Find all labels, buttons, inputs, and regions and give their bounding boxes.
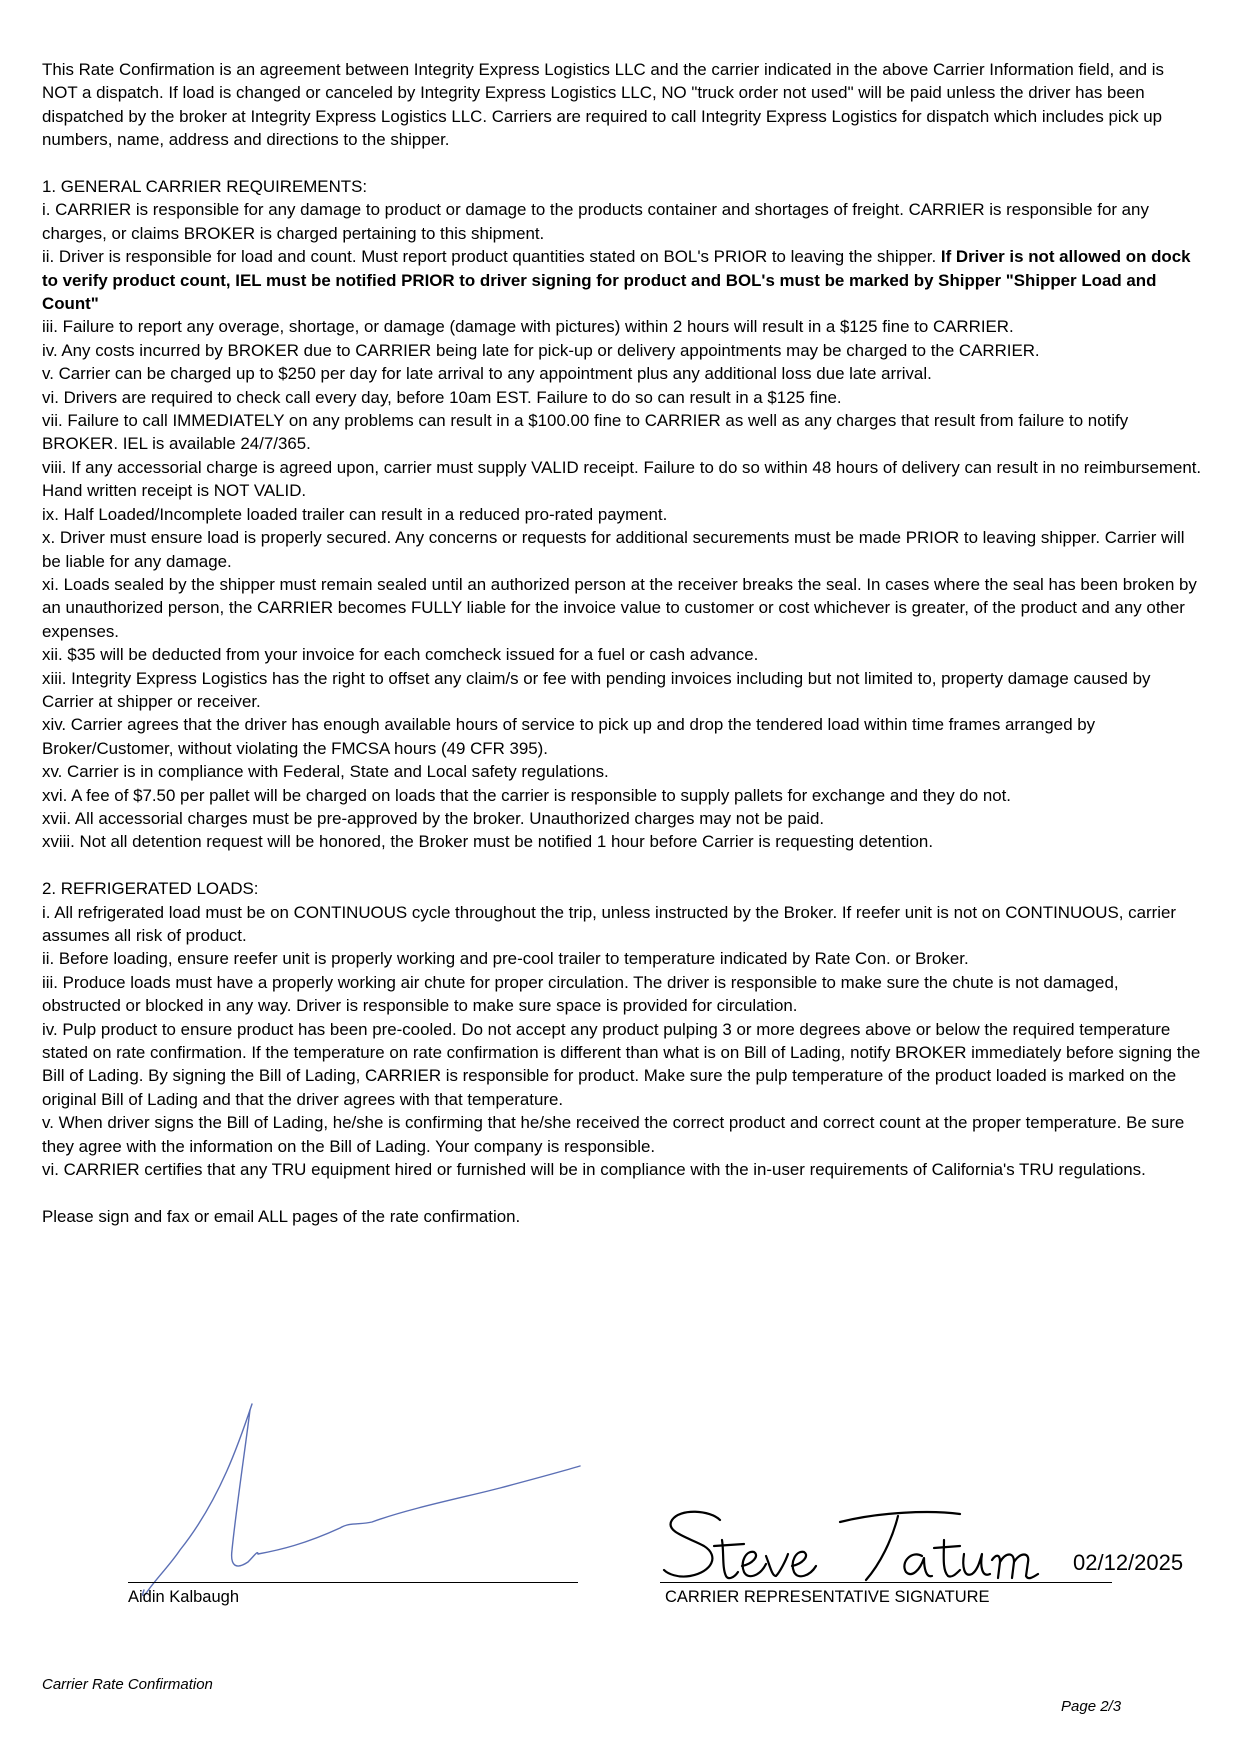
clause-1-ii-bold: If Driver is not allowed on dock to verify product count, IEL must be notified PRIOR to driver signing for product and BOL's must be marked by Shipper "Shipper Load and Count" xyxy=(42,247,1191,314)
clause-1-xviii: xviii. Not all detention request will be honored, the Broker must be notified 1 hour before Carrier is requesting detention. xyxy=(42,832,934,852)
clause-1-ix: ix. Half Loaded/Incomplete loaded trailer can result in a reduced pro-rated payment. xyxy=(42,504,668,524)
section-2-heading: 2. REFRIGERATED LOADS: xyxy=(42,879,259,899)
clause-2-iii: iii. Produce loads must have a properly working air chute for proper circulation. The driver is responsible to make sure the chute is not damaged, obstructed or blocked in any way. Driver is responsible to make sure space is provided for circulation. xyxy=(42,972,1119,1016)
clause-2-iv: iv. Pulp product to ensure product has been pre-cooled. Do not accept any product pulping 3 or more degrees above or below the required temperature stated on rate confirmation. If the temperature on rate confirmation is different than what is on Bill of Lading, notify BROKER immediately before signing the Bill of Lading. By signing the Bill of Lading, CARRIER is responsible for product. Make sure the pulp temperature of the product loaded is marked on the original Bill of Lading and that the driver agrees with that temperature. xyxy=(42,1019,1201,1109)
clause-1-vii: vii. Failure to call IMMEDIATELY on any problems can result in a $100.00 fine to CARRIER as well as any charges that result from failure to notify BROKER. IEL is available 24/7/365. xyxy=(42,411,1129,454)
clause-1-xvii: xvii. All accessorial charges must be pre-approved by the broker. Unauthorized charges may not be paid. xyxy=(42,808,825,828)
clause-1-x: x. Driver must ensure load is properly secured. Any concerns or requests for additional securements must be made PRIOR to leaving shipper. Carrier will be liable for any damage. xyxy=(42,528,1185,571)
broker-signature-line xyxy=(128,1582,578,1583)
clause-1-xvi: xvi. A fee of $7.50 per pallet will be charged on loads that the carrier is responsible to supply pallets for exchange and they do not. xyxy=(42,785,1011,805)
clause-1-ii xyxy=(42,245,1202,315)
clause-1-i: i. CARRIER is responsible for any damage to product or damage to the products container and shortages of freight. CARRIER is responsible for any charges, or claims BROKER is charged pertaining to this shipment. xyxy=(42,200,1149,243)
clause-1-viii: viii. If any accessorial charge is agreed upon, carrier must supply VALID receipt. Failure to do so within 48 hours of delivery can result in no reimbursement. Hand written receipt is NOT VALID. xyxy=(42,457,1202,501)
clause-2-ii: ii. Before loading, ensure reefer unit is properly working and pre-cool trailer to temperature indicated by Rate Con. or Broker. xyxy=(42,949,969,969)
clause-1-iii: iii. Failure to report any overage, shortage, or damage (damage with pictures) within 2 hours will result in a $125 fine to CARRIER. xyxy=(42,317,1014,337)
clause-1-v: v. Carrier can be charged up to $250 per day for late arrival to any appointment plus any additional loss due late arrival. xyxy=(42,364,932,384)
clause-1-vi: vi. Drivers are required to check call every day, before 10am EST. Failure to do so can result in a $125 fine. xyxy=(42,387,842,407)
footer-title: Carrier Rate Confirmation xyxy=(42,1676,213,1693)
clause-2-i: i. All refrigerated load must be on CONTINUOUS cycle throughout the trip, unless instructed by the Broker. If reefer unit is not on CONTINUOUS, carrier assumes all risk of product. xyxy=(42,902,1177,945)
closing-instruction: Please sign and fax or email ALL pages of the rate confirmation. xyxy=(42,1206,521,1226)
clause-1-iv: iv. Any costs incurred by BROKER due to CARRIER being late for pick-up or delivery appointments may be charged to the CARRIER. xyxy=(42,340,1040,360)
clause-2-vi: vi. CARRIER certifies that any TRU equipment hired or furnished will be in compliance with the in-user requirements of California's TRU regulations. xyxy=(42,1160,1146,1180)
page-number: Page 2/3 xyxy=(1061,1698,1122,1715)
signature-date: 02/12/2025 xyxy=(1073,1550,1184,1575)
carrier-signature-label: CARRIER REPRESENTATIVE SIGNATURE xyxy=(665,1588,990,1606)
clause-1-xiv: xiv. Carrier agrees that the driver has enough available hours of service to pick up and drop the tendered load within time frames arranged by Broker/Customer, without violating the FMCSA hours (49 CFR 395). xyxy=(42,715,1096,758)
carrier-signature-image xyxy=(660,1500,1080,1590)
terms-body xyxy=(42,58,1202,1228)
clause-1-xii: xii. $35 will be deducted from your invoice for each comcheck issued for a fuel or cash advance. xyxy=(42,645,759,665)
clause-1-ii-text: ii. Driver is responsible for load and count. Must report product quantities stated on BOL's PRIOR to leaving the shipper. xyxy=(42,247,941,267)
section-1-heading: 1. GENERAL CARRIER REQUIREMENTS: xyxy=(42,177,368,197)
clause-1-xiii: xiii. Integrity Express Logistics has the right to offset any claim/s or fee with pending invoices including but not limited to, property damage caused by Carrier at shipper or receiver. xyxy=(42,668,1151,711)
carrier-signature-line xyxy=(660,1582,1112,1583)
clause-1-xi: xi. Loads sealed by the shipper must remain sealed until an authorized person at the receiver breaks the seal. In cases where the seal has been broken by an unauthorized person, the CARRIER becomes FULLY liable for the invoice value to customer or cost whichever is greater, of the product and any other expenses. xyxy=(42,574,1197,641)
clause-2-v: v. When driver signs the Bill of Lading, he/she is confirming that he/she received the correct product and correct count at the proper temperature. Be sure they agree with the information on the Bill of Lading. Your company is responsible. xyxy=(42,1113,1185,1156)
clause-1-xv: xv. Carrier is in compliance with Federal, State and Local safety regulations. xyxy=(42,762,609,782)
intro-paragraph: This Rate Confirmation is an agreement between Integrity Express Logistics LLC and the carrier indicated in the above Carrier Information field, and is NOT a dispatch. If load is changed or canceled by Integrity Express Logistics LLC, NO "truck order not used" will be paid unless the driver has been dispatched by the broker at Integrity Express Logistics LLC. Carriers are required to call Integrity Express Logistics for dispatch which includes pick up numbers, name, address and directions to the shipper. xyxy=(42,60,1164,150)
broker-name: Aidin Kalbaugh xyxy=(128,1588,240,1606)
broker-signature-image xyxy=(140,1400,590,1600)
